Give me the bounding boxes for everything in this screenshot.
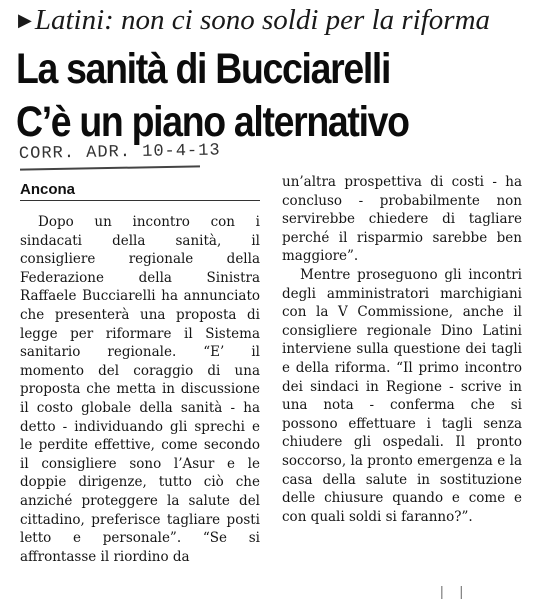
scan-marks: | | xyxy=(440,583,470,599)
location-rule xyxy=(20,200,260,201)
headline-line-1: La sanità di Bucciarelli xyxy=(16,45,391,93)
article-column-1 xyxy=(20,213,260,566)
article-column-2 xyxy=(282,173,522,526)
stamp-underline xyxy=(20,165,200,170)
paragraph: un’altra prospettiva di costi - ha concluso - probabilmente non servirebbe chiedere di tagliare perché il risparmio sarebbe ben maggiore”. xyxy=(282,174,522,265)
triangle-bullet-icon: ▶ xyxy=(18,10,32,30)
kicker xyxy=(18,4,490,39)
paragraph: Mentre proseguono gli incontri degli amministratori marchigiani con la V Commissione, anche il consigliere regionale Dino Latini interviene sulla questione dei tagli e della riforma. “Il primo incontro dei sindaci in Regione - scrive in una nota - conferma che si possono effettuare i tagli senza chiudere gli ospedali. Il pronto soccorso, la pronto emergenza e la casa della salute in sostituzione delle chiusure quando e come e con quali soldi si faranno?”. xyxy=(282,266,522,525)
handwritten-source-date: CORR. ADR. 10-4-13 xyxy=(18,141,221,164)
paragraph: Dopo un incontro con i sindacati della sanità, il consigliere regionale della Federazione della Sinistra Raffaele Bucciarelli ha annunciato che presenterà una proposta di legge per riformare il Sistema sanitario regionale. “E’ il momento del coraggio di una proposta che metta in discussione il costo globale della sanità - ha detto - individuando gli sprechi e le perdite effettive, come secondo il consigliere sono l’Asur e le doppie dirigenze, tutto ciò che anziché proteggere la salute del cittadino, preferisce tagliare posti letto e personale”. “Se si affrontasse il riordino da xyxy=(20,214,260,565)
kicker-text: Latini: non ci sono soldi per la riforma xyxy=(34,4,491,36)
headline-line-2: C’è un piano alternativo xyxy=(16,98,409,146)
location-tag: Ancona xyxy=(20,181,76,198)
